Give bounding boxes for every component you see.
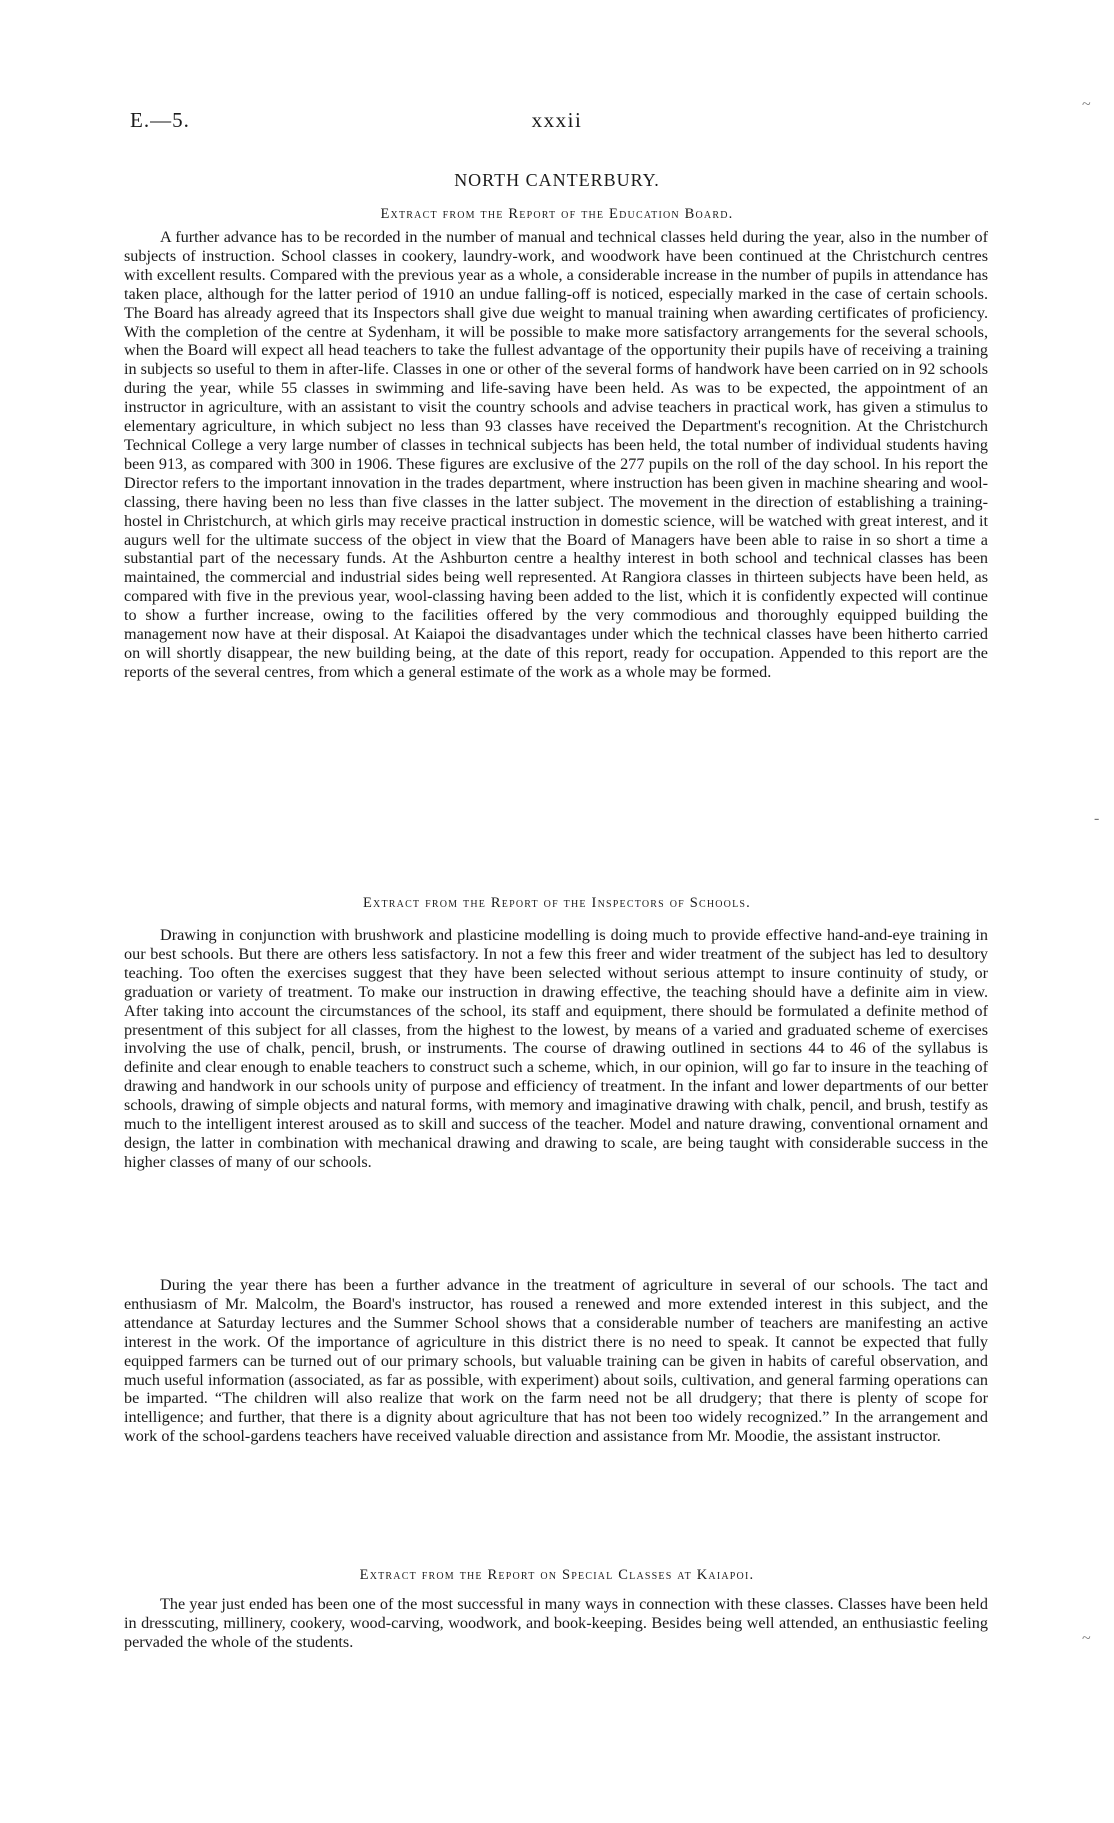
paragraph-kaiapoi: The year just ended has been one of the most successful in many ways in connection with these classes. Classes have been held in dresscuting, millinery, cookery, wood-carving, woodwork, and book-keeping. Besides being well attended, an enthusiastic feeling pervaded the whole of the students. (124, 1595, 988, 1651)
margin-mark: - (1094, 810, 1100, 827)
page-number: xxxii (531, 108, 583, 132)
district-title: NORTH CANTERBURY. (454, 170, 660, 190)
page-header (130, 108, 984, 138)
margin-mark: ~ (1082, 96, 1091, 113)
paragraph-agriculture: During the year there has been a further advance in the treatment of agriculture in several of our schools. The tact and enthusiasm of Mr. Malcolm, the Board's instructor, has roused a renewed and more extended interest in this subject, and the attendance at Saturday lectures and the Summer School shows that a considerable number of teachers are manifesting an active interest in the work. Of the importance of agriculture in this district there is no need to speak. It cannot be expected that fully equipped farmers can be turned out of our primary schools, but valuable training can be given in habits of careful observation, and much useful information (associated, as far as possible, with experiment) about soils, cultivation, and general farming operations can be imparted. “The children will also realize that work on the farm need not be all drudgery; that there is plenty of scope for intelligence; and further, that there is a dignity about agriculture that has not been too widely recognized.” In the arrangement and work of the school-gardens teachers have received valuable direction and assistance from Mr. Moodie, the assistant instructor. (124, 1276, 988, 1446)
document-reference: E.—5. (130, 108, 190, 132)
section-heading-kaiapoi: Extract from the Report on Special Classes at Kaiapoi. (359, 1567, 755, 1583)
paragraph-drawing: Drawing in conjunction with brushwork and plasticine modelling is doing much to provide effective hand-and-eye training in our best schools. But there are others less satisfactory. In not a few this freer and wider treatment of the subject has led to desultory teaching. Too often the exercises suggest that they have been selected without serious attempt to insure continuity of study, or graduation or variety of treatment. To make our instruction in drawing effective, the teaching should have a definite aim in view. After taking into account the circumstances of the school, its staff and equipment, there should be formulated a definite method of presentment of this subject for all classes, from the highest to the lowest, by means of a varied and graduated scheme of exercises involving the use of chalk, pencil, brush, or instruments. The course of drawing outlined in sections 44 to 46 of the syllabus is definite and clear enough to enable teachers to construct such a scheme, which, in our opinion, will go far to insure in the teaching of drawing and handwork in our schools unity of purpose and efficiency of treatment. In the infant and lower departments of our better schools, drawing of simple objects and natural forms, with memory and imaginative drawing with chalk, pencil, and brush, testify as much to the intelligent interest aroused as to skill and success of the teacher. Model and nature drawing, conventional ornament and design, the latter in combination with mechanical drawing and drawing to scale, are being taught with considerable success in the higher classes of many of our schools. (124, 926, 988, 1171)
margin-mark: ~ (1082, 1630, 1091, 1647)
paragraph-education-board: A further advance has to be recorded in the number of manual and technical classes held during the year, also in the number of subjects of instruction. School classes in cookery, laundry-work, and woodwork have been continued at the Christchurch centres with excellent results. Compared with the previous year as a whole, a considerable increase in the number of pupils in attendance has taken place, although for the latter period of 1910 an undue falling-off is noticed, especially marked in the case of certain schools. The Board has already agreed that its Inspectors shall give due weight to manual training when awarding certificates of proficiency. With the completion of the centre at Sydenham, it will be possible to make more satisfactory arrangements for the several schools, when the Board will expect all head teachers to take the fullest advantage of the opportunity their pupils have of receiving a training in subjects so useful to them in after-life. Classes in one or other of the several forms of handwork have been carried on in 92 schools during the year, while 55 classes in swimming and life-saving have been held. As was to be expected, the appointment of an instructor in agriculture, with an assistant to visit the country schools and advise teachers in practical work, has given a stimulus to elementary agriculture, in which subject no less than 93 classes have received the Department's recognition. At the Christchurch Technical College a very large number of classes in technical subjects has been held, the total number of individual students having been 913, as compared with 300 in 1906. These figures are exclusive of the 277 pupils on the roll of the day school. In his report the Director refers to the important innovation in the trades department, where instruction has been given in machine shearing and wool-classing, there having been no less than five classes in the latter subject. The movement in the direction of establishing a training-hostel in Christchurch, at which girls may receive practical instruction in domestic science, will be watched with great interest, and it augurs well for the ultimate success of the object in view that the Board of Managers have been able to raise in so short a time a substantial part of the necessary funds. At the Ashburton centre a healthy interest in both school and technical classes has been maintained, the commercial and industrial sides being well represented. At Rangiora classes in thirteen subjects have been held, as compared with five in the previous year, wool-classing having been added to the list, which it is confidently expected will continue to show a further increase, owing to the facilities offered by the very commodious and thoroughly equipped building the management now have at their disposal. At Kaiapoi the disadvantages under which the technical classes have been hitherto carried on will shortly disappear, the new building being, at the date of this report, ready for occupation. Appended to this report are the reports of the several centres, from which a general estimate of the work as a whole may be formed. (124, 228, 988, 681)
section-heading-education-board: Extract from the Report of the Education Board. (380, 206, 734, 222)
section-heading-inspectors: Extract from the Report of the Inspectors of Schools. (362, 895, 751, 911)
